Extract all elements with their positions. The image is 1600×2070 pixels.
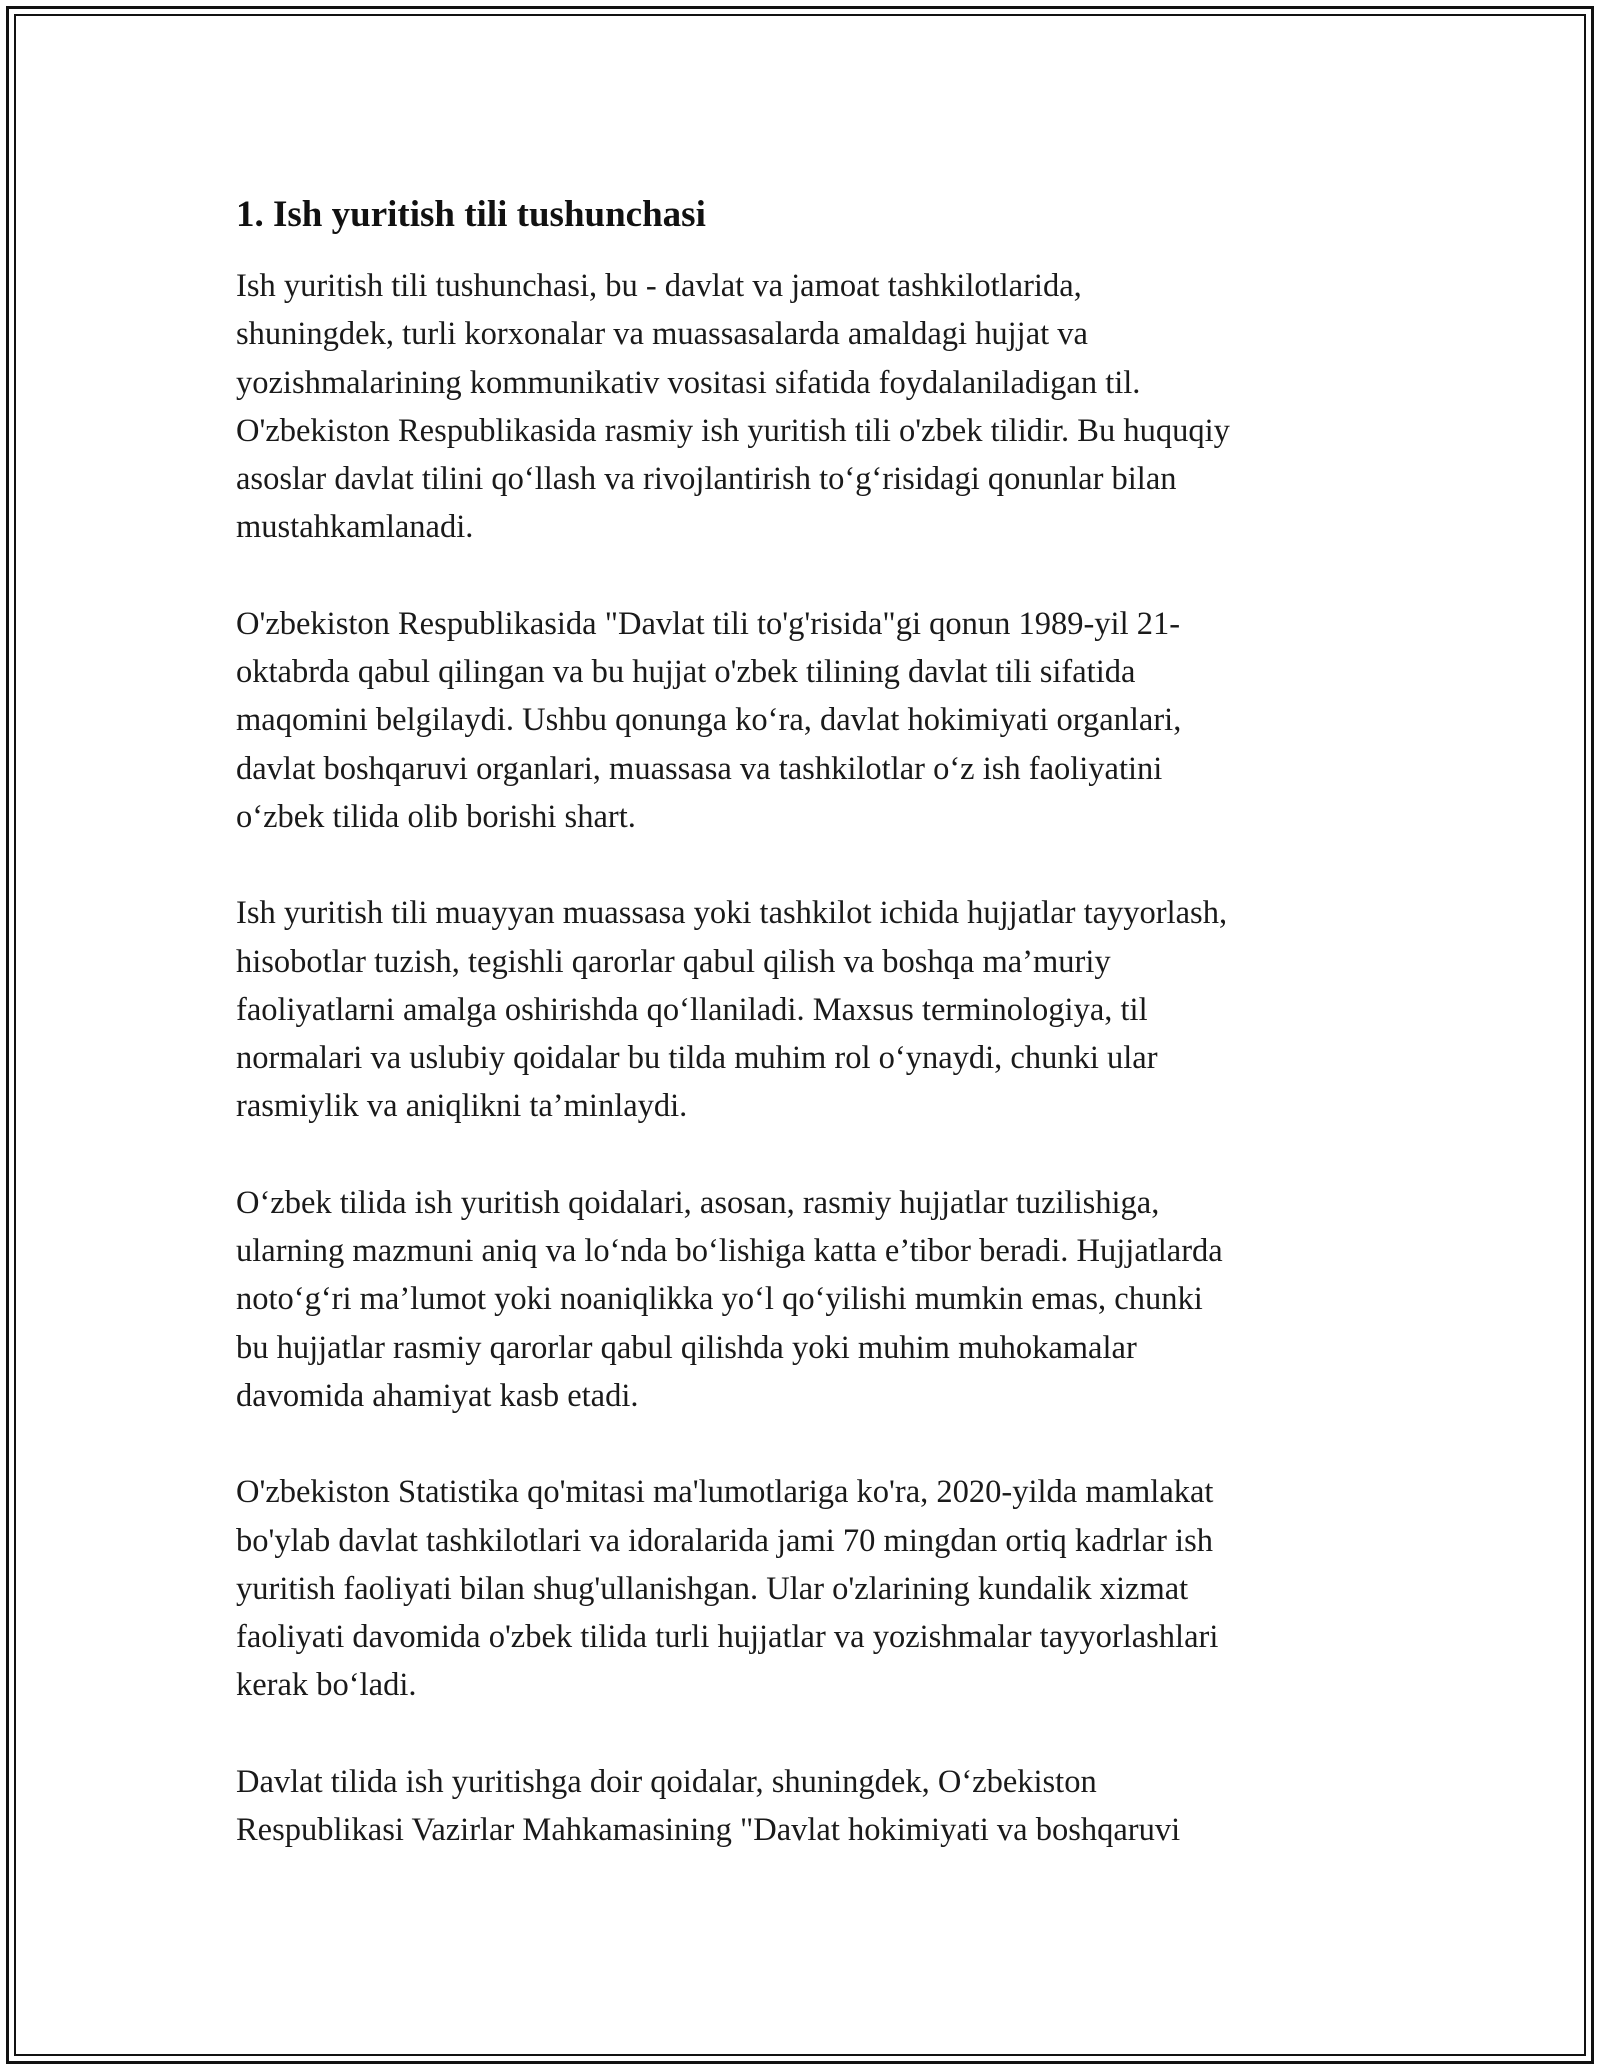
text-line: yuritish faoliyati bilan shug'ullanishgan. Ular o'zlarining kundalik xizmat (236, 1570, 1189, 1607)
paragraph-5 (236, 1468, 1376, 1709)
text-line: Respublikasi Vazirlar Mahkamasining "Davlat hokimiyati va boshqaruvi (236, 1812, 1181, 1849)
text-line: Ish yuritish tili muayyan muassasa yoki tashkilot ichida hujjatlar tayyorlash, (236, 895, 1228, 932)
paragraphs (236, 262, 1376, 1854)
text-line: ularning mazmuni aniq va lo‘nda bo‘lishiga katta e’tibor beradi. Hujjatlarda (236, 1233, 1223, 1270)
text-line: o‘zbek tilida olib borishi shart. (236, 798, 636, 835)
text-line: bo'ylab davlat tashkilotlari va idoralarida jami 70 mingdan ortiq kadrlar ish (236, 1522, 1213, 1559)
text-line: hisobotlar tuzish, tegishli qarorlar qabul qilish va boshqa ma’muriy (236, 943, 1111, 980)
paragraph-3 (236, 889, 1376, 1130)
text-line: yozishmalarining kommunikativ vositasi sifatida foydalaniladigan til. (236, 364, 1141, 401)
paragraph-1 (236, 262, 1376, 552)
text-line: davlat boshqaruvi organlari, muassasa va tashkilotlar o‘z ish faoliyatini (236, 750, 1163, 787)
text-line: noto‘g‘ri ma’lumot yoki noaniqlikka yo‘l qo‘yilishi mumkin emas, chunki (236, 1281, 1203, 1318)
paragraph-2 (236, 600, 1376, 841)
text-line: rasmiylik va aniqlikni ta’minlaydi. (236, 1088, 688, 1125)
text-line: davomida ahamiyat kasb etadi. (236, 1377, 639, 1414)
text-line: faoliyati davomida o'zbek tilida turli hujjatlar va yozishmalar tayyorlashlari (236, 1619, 1219, 1656)
text-line: O‘zbek tilida ish yuritish qoidalari, asosan, rasmiy hujjatlar tuzilishiga, (236, 1184, 1160, 1221)
paragraph-6 (236, 1758, 1376, 1855)
document-body (236, 188, 1376, 1902)
text-line: oktabrda qabul qilingan va bu hujjat o'zbek tilining davlat tili sifatida (236, 654, 1136, 691)
text-line: Davlat tilida ish yuritishga doir qoidalar, shuningdek, O‘zbekiston (236, 1763, 1097, 1800)
text-line: bu hujjatlar rasmiy qarorlar qabul qilishda yoki muhim muhokamalar (236, 1329, 1137, 1366)
text-line: asoslar davlat tilini qo‘llash va rivojlantirish to‘g‘risidagi qonunlar bilan (236, 461, 1177, 498)
text-line: O'zbekiston Respublikasida "Davlat tili to'g'risida"gi qonun 1989-yil 21- (236, 605, 1181, 642)
text-line: faoliyatlarni amalga oshirishda qo‘llaniladi. Maxsus terminologiya, til (236, 991, 1148, 1028)
text-line: Ish yuritish tili tushunchasi, bu - davlat va jamoat tashkilotlarida, (236, 268, 1082, 304)
text-line: mustahkamlanadi. (236, 509, 474, 546)
text-line: O'zbekiston Statistika qo'mitasi ma'lumotlariga ko'ra, 2020-yilda mamlakat (236, 1474, 1214, 1511)
paragraph-4 (236, 1179, 1376, 1420)
text-line: kerak bo‘ladi. (236, 1667, 417, 1704)
text-line: shuningdek, turli korxonalar va muassasalarda amaldagi hujjat va (236, 316, 1088, 353)
section-heading: 1. Ish yuritish tili tushunchasi (236, 194, 706, 235)
text-line: maqomini belgilaydi. Ushbu qonunga ko‘ra, davlat hokimiyati organlari, (236, 702, 1182, 739)
text-line: normalari va uslubiy qoidalar bu tilda muhim rol o‘ynaydi, chunki ular (236, 1040, 1158, 1077)
text-line: O'zbekiston Respublikasida rasmiy ish yuritish tili o'zbek tilidir. Bu huquqiy (236, 412, 1230, 449)
